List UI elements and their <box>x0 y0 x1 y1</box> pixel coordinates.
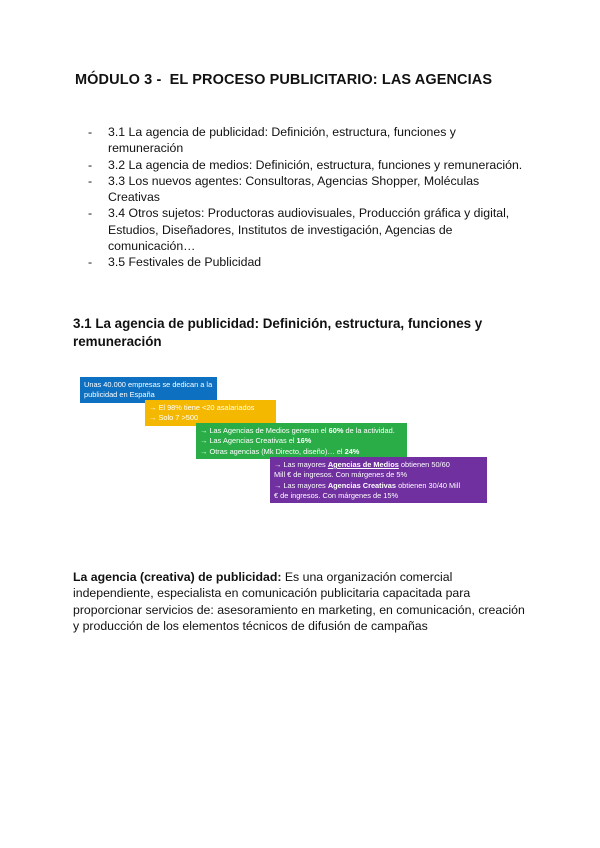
diagram-box-activity-share <box>196 423 407 459</box>
diagram-line: → Las mayores Agencias Creativas obtienen 30/40 Mill <box>274 480 461 490</box>
list-dash: - <box>88 206 93 221</box>
list-dash: - <box>88 173 93 188</box>
list-dash: - <box>88 157 93 172</box>
diagram-line: Unas 40.000 empresas se dedican a la <box>84 380 213 389</box>
diagram-line: → Las mayores Agencias de Medios obtienen 50/60 <box>274 460 450 469</box>
toc-item-text: 3.4 Otros sujetos: Productoras audiovisuales, Producción gráfica y digital, Estudios, Diseñadores, Institutos de investigación, Agencias de comunicación… <box>108 206 510 254</box>
list-dash: - <box>88 125 93 139</box>
toc-item <box>88 205 528 254</box>
diagram-line: → Las Agencias Creativas el 16% <box>200 436 312 446</box>
definition-paragraph <box>73 569 533 635</box>
list-dash: - <box>88 255 93 270</box>
diagram-line: → El 98% tiene <20 asalariados <box>149 403 255 412</box>
table-of-contents <box>88 124 528 271</box>
toc-item-text: 3.5 Festivales de Publicidad <box>108 255 262 270</box>
toc-item-text: 3.2 La agencia de medios: Definición, estructura, funciones y remuneración. <box>108 157 523 172</box>
diagram-line: → Solo 7 >500 <box>149 413 199 423</box>
diagram-line: € de ingresos. Con márgenes de 15% <box>274 490 399 500</box>
section-heading: 3.1 La agencia de publicidad: Definición, estructura, funciones y remuneración <box>73 316 483 349</box>
toc-item <box>88 124 528 157</box>
definition-term: La agencia (creativa) de publicidad: <box>73 570 282 584</box>
diagram-line: publicidad en España <box>84 390 155 400</box>
toc-item <box>88 173 528 206</box>
definition-text: Es una organización comercial independiente, especialista en comunicación publicitaria capacitada para proporcionar servicios de: asesoramiento en marketing, en comunicación, creación y producción de los elementos técnicos de difusión de campañas <box>73 570 525 634</box>
diagram-line: → Las Agencias de Medios generan el 60% de la actividad. <box>200 426 395 435</box>
diagram-line: → Otras agencias (Mk Directo, diseño)… el 24% <box>200 446 360 456</box>
page-title: MÓDULO 3 - EL PROCESO PUBLICITARIO: LAS AGENCIAS <box>75 72 493 88</box>
toc-item <box>88 157 528 173</box>
toc-item-text: 3.3 Los nuevos agentes: Consultoras, Agencias Shopper, Moléculas Creativas <box>108 173 480 205</box>
diagram-box-revenue <box>270 457 487 503</box>
toc-item-text: 3.1 La agencia de publicidad: Definición, estructura, funciones y remuneración <box>108 125 456 156</box>
toc-item <box>88 254 528 270</box>
diagram-line: Mill € de ingresos. Con márgenes de 5% <box>274 470 408 480</box>
